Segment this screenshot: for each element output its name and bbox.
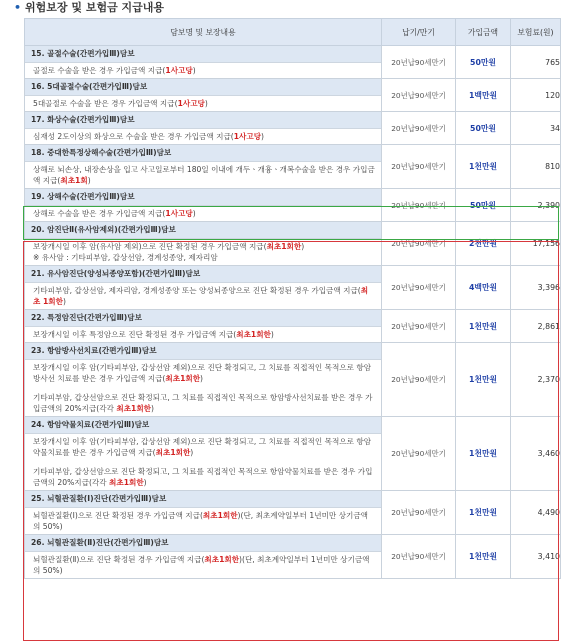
coverage-cell [25, 79, 382, 112]
description-text: ) [62, 297, 66, 306]
premium-cell: 17,156 [511, 222, 561, 266]
coverage-title: 25. 뇌혈관질환(Ⅰ)진단(간편가입Ⅲ)담보 [25, 491, 381, 508]
description-text: ) [204, 99, 208, 108]
amount-cell: 1천만원 [456, 491, 511, 535]
paragraph-gap [33, 458, 375, 466]
coverage-title: 19. 상해수술(간편가입Ⅲ)담보 [25, 189, 381, 206]
section-title [14, 0, 164, 16]
coverage-cell [25, 343, 382, 417]
coverage-title: 26. 뇌혈관질환(Ⅱ)진단(간편가입Ⅲ)담보 [25, 535, 381, 552]
premium-cell: 765 [511, 46, 561, 79]
description-paragraph [33, 131, 375, 142]
term-cell: 20년납90세만기 [382, 46, 456, 79]
table-body [25, 46, 561, 579]
term-cell: 20년납90세만기 [382, 145, 456, 189]
description-paragraph [33, 252, 375, 263]
term-cell: 20년납90세만기 [382, 266, 456, 310]
description-text: ) [192, 209, 196, 218]
premium-cell: 120 [511, 79, 561, 112]
premium-cell: 2,390 [511, 189, 561, 222]
header-premium: 보험료(원) [511, 19, 561, 46]
description-paragraph [33, 164, 375, 186]
description-text: ) [190, 448, 194, 457]
amount-cell: 1천만원 [456, 145, 511, 189]
description-text: 보장개시일 이후 암(유사암 제외)으로 진단 확정된 경우 가입금액 지급( [33, 242, 267, 251]
header-term: 납기/만기 [382, 19, 456, 46]
coverage-description [25, 239, 381, 265]
coverage-table [24, 18, 561, 579]
coverage-title: 22. 특정암진단(간편가입Ⅲ)담보 [25, 310, 381, 327]
term-cell: 20년납90세만기 [382, 222, 456, 266]
coverage-cell [25, 266, 382, 310]
description-text: )(단, 최초계약일부터 1년미만 상기금액의 50%) [33, 555, 370, 575]
premium-cell: 3,396 [511, 266, 561, 310]
coverage-cell [25, 222, 382, 266]
description-paragraph [33, 436, 375, 458]
coverage-cell [25, 417, 382, 491]
coverage-title: 17. 화상수술(간편가입Ⅲ)담보 [25, 112, 381, 129]
amount-cell: 1천만원 [456, 535, 511, 579]
description-text: 심재성 2도이상의 화상으로 수술을 받은 경우 가입금액 지급( [33, 132, 234, 141]
description-text: 뇌혈관질환(Ⅰ)으로 진단 확정된 경우 가입금액 지급( [33, 511, 203, 520]
description-paragraph [33, 285, 375, 307]
term-cell: 20년납90세만기 [382, 535, 456, 579]
coverage-title: 20. 암진단Ⅱ(유사암제외)(간편가입Ⅲ)담보 [25, 222, 381, 239]
term-cell: 20년납90세만기 [382, 79, 456, 112]
coverage-description [25, 162, 381, 188]
amount-cell: 50만원 [456, 189, 511, 222]
description-text: )(단, 최초계약일부터 1년미만 상기금액의 50%) [33, 511, 368, 531]
coverage-description [25, 552, 381, 578]
description-paragraph [33, 392, 375, 414]
description-text: 보장개시일 이후 암(기타피부암, 갑상선암 제외)으로 진단 확정되고, 그 치료를 직접적인 목적으로 항암약물치료를 받은 경우 가입금액 지급( [33, 437, 372, 457]
coverage-cell [25, 145, 382, 189]
coverage-title: 16. 5대골절수술(간편가입Ⅲ)담보 [25, 79, 381, 96]
description-text: 기타피부암, 갑상선암, 제자리암, 경계성종양 또는 양성뇌종양으로 진단 확정된 경우 가입금액 지급( [33, 286, 361, 295]
premium-cell: 2,370 [511, 343, 561, 417]
description-paragraph [33, 329, 375, 340]
description-text: ) [151, 404, 154, 413]
description-text: 보장개시일 이후 특정암으로 진단 확정된 경우 가입금액 지급( [33, 330, 237, 339]
term-cell: 20년납90세만기 [382, 417, 456, 491]
coverage-description [25, 129, 381, 144]
description-paragraph [33, 65, 375, 76]
limit-highlight: 최초1회한 [236, 330, 271, 339]
limit-highlight: 최초1회한 [116, 404, 151, 413]
limit-highlight: 최초1회 [60, 176, 88, 185]
limit-highlight: 1사고당 [165, 209, 193, 218]
description-text: 골절로 수술을 받은 경우 가입금액 지급( [33, 66, 166, 75]
coverage-description [25, 96, 381, 111]
table-row [25, 310, 561, 343]
amount-cell: 50만원 [456, 112, 511, 145]
coverage-title: 23. 항암방사선치료(간편가입Ⅲ)담보 [25, 343, 381, 360]
term-cell: 20년납90세만기 [382, 343, 456, 417]
premium-cell: 2,861 [511, 310, 561, 343]
term-cell: 20년납90세만기 [382, 189, 456, 222]
description-text: ) [87, 176, 91, 185]
coverage-cell [25, 535, 382, 579]
description-text: 상해로 뇌손상, 내장손상을 입고 사고일로부터 180일 이내에 개두ㆍ개흉ㆍ개복수술을 받은 경우 가입금액 지급( [33, 165, 375, 185]
term-cell: 20년납90세만기 [382, 112, 456, 145]
description-text: 기타피부암, 갑상선암으로 진단 확정되고, 그 치료를 직접적인 목적으로 항암약물치료를 받은 경우 가입금액의 20%지급(각각 [33, 467, 373, 487]
description-text: ) [261, 132, 265, 141]
coverage-title: 18. 중대한특정상해수술(간편가입Ⅲ)담보 [25, 145, 381, 162]
limit-highlight: 1사고당 [165, 66, 193, 75]
limit-highlight: 최초1회한 [266, 242, 302, 251]
coverage-title: 24. 항암약물치료(간편가입Ⅲ)담보 [25, 417, 381, 434]
amount-cell: 50만원 [456, 46, 511, 79]
amount-cell: 1백만원 [456, 79, 511, 112]
description-paragraph [33, 466, 375, 488]
limit-highlight: 1사고당 [233, 132, 262, 141]
description-paragraph [33, 510, 375, 532]
bullet-icon: • [14, 1, 22, 14]
amount-cell: 2천만원 [456, 222, 511, 266]
coverage-description [25, 508, 381, 534]
premium-cell: 4,490 [511, 491, 561, 535]
premium-cell: 34 [511, 112, 561, 145]
description-text: 보장개시일 이후 암(기타피부암, 갑상선암 제외)으로 진단 확정되고, 그 치료를 직접적인 목적으로 항암방사선 치료를 받은 경우 가입금액 지급( [33, 363, 372, 383]
header-amount: 가입금액 [456, 19, 511, 46]
description-text: ※ 유사암 : 기타피부암, 갑상선암, 경계성종양, 제자리암 [33, 253, 218, 262]
premium-cell: 3,410 [511, 535, 561, 579]
limit-highlight: 최초1회한 [155, 448, 191, 457]
table-row [25, 112, 561, 145]
description-paragraph [33, 208, 375, 219]
table-row [25, 222, 561, 266]
coverage-description [25, 63, 381, 78]
table-row [25, 79, 561, 112]
term-cell: 20년납90세만기 [382, 310, 456, 343]
coverage-cell [25, 189, 382, 222]
table-row [25, 266, 561, 310]
amount-cell: 1천만원 [456, 417, 511, 491]
table-row [25, 189, 561, 222]
coverage-title: 15. 골절수술(간편가입Ⅲ)담보 [25, 46, 381, 63]
premium-cell: 3,460 [511, 417, 561, 491]
limit-highlight: 1사고당 [177, 99, 205, 108]
description-paragraph [33, 362, 375, 384]
section-title-text: 위험보장 및 보험금 지급내용 [25, 1, 165, 14]
term-cell: 20년납90세만기 [382, 491, 456, 535]
description-text: 5대골절로 수술을 받은 경우 가입금액 지급( [33, 99, 178, 108]
limit-highlight: 최초1회한 [109, 478, 144, 487]
coverage-description [25, 327, 381, 342]
paragraph-gap [33, 384, 375, 392]
description-text: 상해로 수술을 받은 경우 가입금액 지급( [33, 209, 166, 218]
amount-cell: 1천만원 [456, 343, 511, 417]
description-text: ) [192, 66, 196, 75]
premium-cell: 810 [511, 145, 561, 189]
description-text: 뇌혈관질환(Ⅱ)으로 진단 확정된 경우 가입금액 지급( [33, 555, 205, 564]
description-text: ) [270, 330, 274, 339]
header-name: 담보명 및 보장내용 [25, 19, 382, 46]
table-row [25, 535, 561, 579]
table-header-row [25, 19, 561, 46]
coverage-cell [25, 310, 382, 343]
description-text: ) [200, 374, 204, 383]
table-row [25, 145, 561, 189]
amount-cell: 4백만원 [456, 266, 511, 310]
table-row [25, 46, 561, 79]
limit-highlight: 최초 1회한 [33, 286, 369, 306]
coverage-description [25, 434, 381, 490]
coverage-cell [25, 112, 382, 145]
coverage-description [25, 206, 381, 221]
table-row [25, 491, 561, 535]
coverage-cell [25, 491, 382, 535]
limit-highlight: 최초1회한 [204, 555, 240, 564]
description-paragraph [33, 98, 375, 109]
table-row [25, 417, 561, 491]
limit-highlight: 최초1회한 [165, 374, 201, 383]
amount-cell: 1천만원 [456, 310, 511, 343]
description-paragraph [33, 241, 375, 252]
limit-highlight: 최초1회한 [202, 511, 238, 520]
coverage-description [25, 360, 381, 416]
description-text: ) [143, 478, 147, 487]
description-paragraph [33, 554, 375, 576]
description-text: 기타피부암, 갑상선암으로 진단 확정되고, 그 치료를 직접적인 목적으로 항암방사선치료를 받은 경우 가입금액의 20%지급(각각 [33, 393, 373, 413]
table-row [25, 343, 561, 417]
coverage-title: 21. 유사암진단(양성뇌종양포함)(간편가입Ⅲ)담보 [25, 266, 381, 283]
coverage-description [25, 283, 381, 309]
coverage-cell [25, 46, 382, 79]
description-text: ) [301, 242, 305, 251]
